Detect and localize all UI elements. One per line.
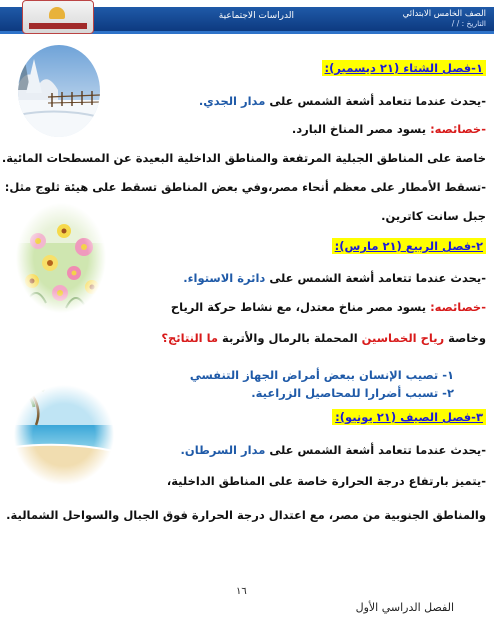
spring-result-1: ١- تصيب الإنسان ببعض أمراض الجهاز التنفسي xyxy=(189,368,454,382)
winter-line-3: خاصة على المناطق الجبلية المرتفعة والمناطق الداخلية البعيدة عن المسطحات المائية. xyxy=(1,151,486,165)
winter-heading: ١-فصل الشتاء (٢١ ديسمبر): xyxy=(322,61,486,75)
summer-heading: ٣-فصل الصيف (٢١ يونيو): xyxy=(332,410,486,424)
logo-emblem-icon xyxy=(49,7,65,19)
winter-line-1: -يحدث عندما تتعامد أشعة الشمس على مدار الجدي. xyxy=(198,94,486,108)
spring-image xyxy=(16,203,106,313)
tropic-cancer-term: مدار السرطان. xyxy=(180,443,266,457)
winter-image xyxy=(18,45,100,137)
spring-heading: ٢-فصل الربيع (٢١ مارس): xyxy=(332,239,486,253)
equator-term: دائرة الاستواء. xyxy=(183,271,266,285)
logo-banner xyxy=(29,23,87,29)
spring-line-2: -خصائصه: يسود مصر مناخ معتدل، مع نشاط حركة الرياح xyxy=(170,300,486,314)
winter-line-4: -تسقط الأمطار على معظم أنحاء مصر،وفي بعض المناطق تسقط على هيئة ثلوج مثل: xyxy=(4,180,486,194)
header-grade: الصف الخامس الابتدائي xyxy=(402,9,486,19)
results-question: ما النتائج؟ xyxy=(161,331,219,345)
summer-image xyxy=(14,385,114,485)
spring-line-3: وخاصة رياح الخماسين المحملة بالرمال والأتربة ما النتائج؟ xyxy=(161,331,486,345)
khamasin-term: رياح الخماسين xyxy=(361,331,445,345)
page-number: ١٦ xyxy=(236,586,247,597)
header-subject: الدراسات الاجتماعية xyxy=(218,11,294,21)
spring-line-1: -يحدث عندما تتعامد أشعة الشمس على دائرة الاستواء. xyxy=(183,271,486,285)
spring-result-2: ٢- تسبب أضرارا للمحاصيل الزراعية. xyxy=(251,386,454,400)
summer-line-2: -يتميز بارتفاع درجة الحرارة خاصة على المناطق الداخلية، xyxy=(166,474,486,488)
summer-line-1: -يحدث عندما تتعامد أشعة الشمس على مدار السرطان. xyxy=(180,443,486,457)
summer-line-3: والمناطق الجنوبية من مصر، مع اعتدال درجة الحرارة فوق الجبال والسواحل الشمالية. xyxy=(6,508,486,522)
winter-line-5: جبل سانت كاترين. xyxy=(381,209,486,223)
footer-term: الفصل الدراسي الأول xyxy=(355,601,454,614)
header-date: التاريخ : / / xyxy=(451,19,486,28)
school-logo xyxy=(22,0,94,34)
tropic-capricorn-term: مدار الجدي. xyxy=(198,94,266,108)
page-header xyxy=(0,0,494,34)
winter-line-2: -خصائصه: يسود مصر المناخ البارد. xyxy=(291,122,486,136)
